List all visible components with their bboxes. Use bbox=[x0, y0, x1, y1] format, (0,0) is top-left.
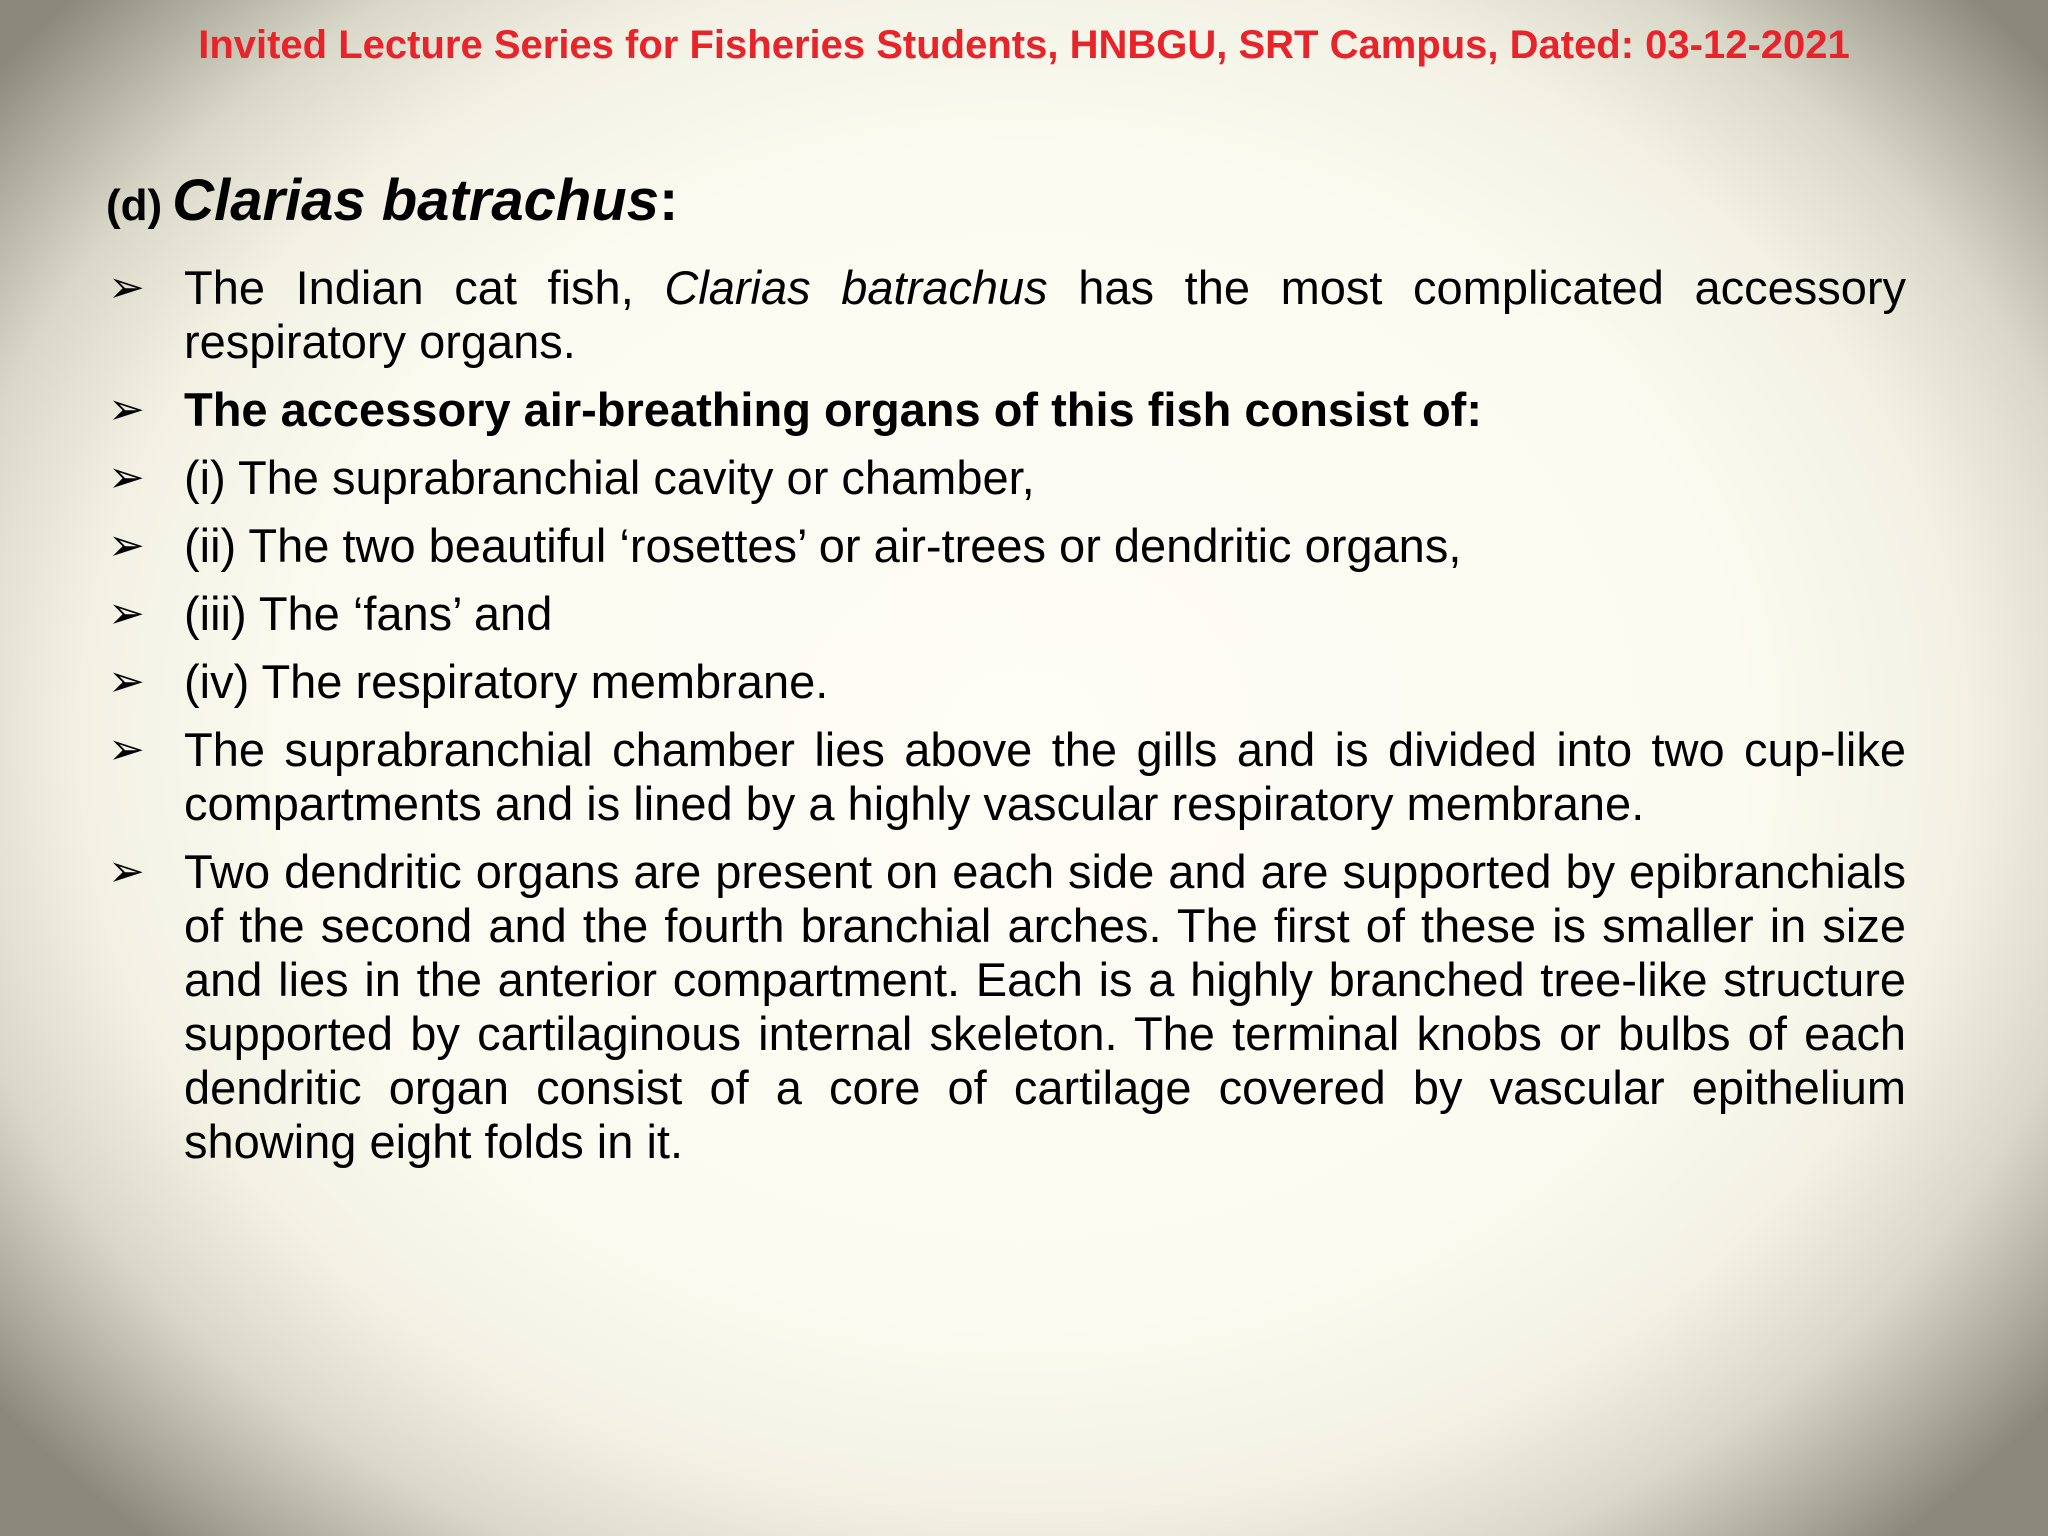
bullet-list bbox=[106, 261, 1906, 1169]
species-name-italic: Clarias batrachus bbox=[664, 261, 1048, 314]
arrow-bullet-icon: ➢ bbox=[108, 846, 145, 897]
point-text: (iv) The respiratory membrane. bbox=[184, 655, 829, 708]
point-text: The Indian cat fish, bbox=[184, 261, 665, 314]
list-item bbox=[106, 383, 1906, 437]
point-text: The accessory air-breathing organs of this fish consist of: bbox=[184, 383, 1482, 436]
title-species-name: Clarias batrachus bbox=[172, 168, 659, 233]
point-text: (ii) The two beautiful ‘rosettes’ or air-trees or dendritic organs, bbox=[184, 519, 1462, 572]
arrow-bullet-icon: ➢ bbox=[108, 588, 145, 639]
list-item bbox=[106, 519, 1906, 573]
title-colon: : bbox=[658, 168, 679, 233]
point-text: (iii) The ‘fans’ and bbox=[184, 587, 553, 640]
list-item bbox=[106, 451, 1906, 505]
arrow-bullet-icon: ➢ bbox=[108, 724, 145, 775]
lecture-header: Invited Lecture Series for Fisheries Students, HNBGU, SRT Campus, Dated: 03-12-2021 bbox=[198, 23, 1850, 67]
point-text: (i) The suprabranchial cavity or chamber, bbox=[184, 451, 1035, 504]
slide-content bbox=[106, 166, 1906, 1183]
arrow-bullet-icon: ➢ bbox=[108, 520, 145, 571]
arrow-bullet-icon: ➢ bbox=[108, 452, 145, 503]
list-item bbox=[106, 587, 1906, 641]
arrow-bullet-icon: ➢ bbox=[108, 384, 145, 435]
arrow-bullet-icon: ➢ bbox=[108, 656, 145, 707]
list-item bbox=[106, 723, 1906, 831]
title-prefix: (d) bbox=[106, 181, 163, 230]
point-text: Two dendritic organs are present on each side and are supported by epibranchials of the second and the fourth branchial arches. The first of these is smaller in size and lies in the anterior compartment. Each is a highly branched tree-like structure supported by cartilaginous internal skeleton. The terminal knobs or bulbs of each dendritic organ consist of a core of cartilage covered by vascular epithelium showing eight folds in it. bbox=[184, 845, 1906, 1168]
arrow-bullet-icon: ➢ bbox=[108, 262, 145, 313]
point-text: The suprabranchial chamber lies above the gills and is divided into two cup-like compartments and is lined by a highly vascular respiratory membrane. bbox=[184, 723, 1906, 830]
list-item bbox=[106, 655, 1906, 709]
list-item bbox=[106, 845, 1906, 1169]
slide-title bbox=[106, 166, 1906, 251]
point-text: has the most complicated accessory respiratory organs. bbox=[184, 261, 1907, 368]
list-item bbox=[106, 261, 1906, 369]
